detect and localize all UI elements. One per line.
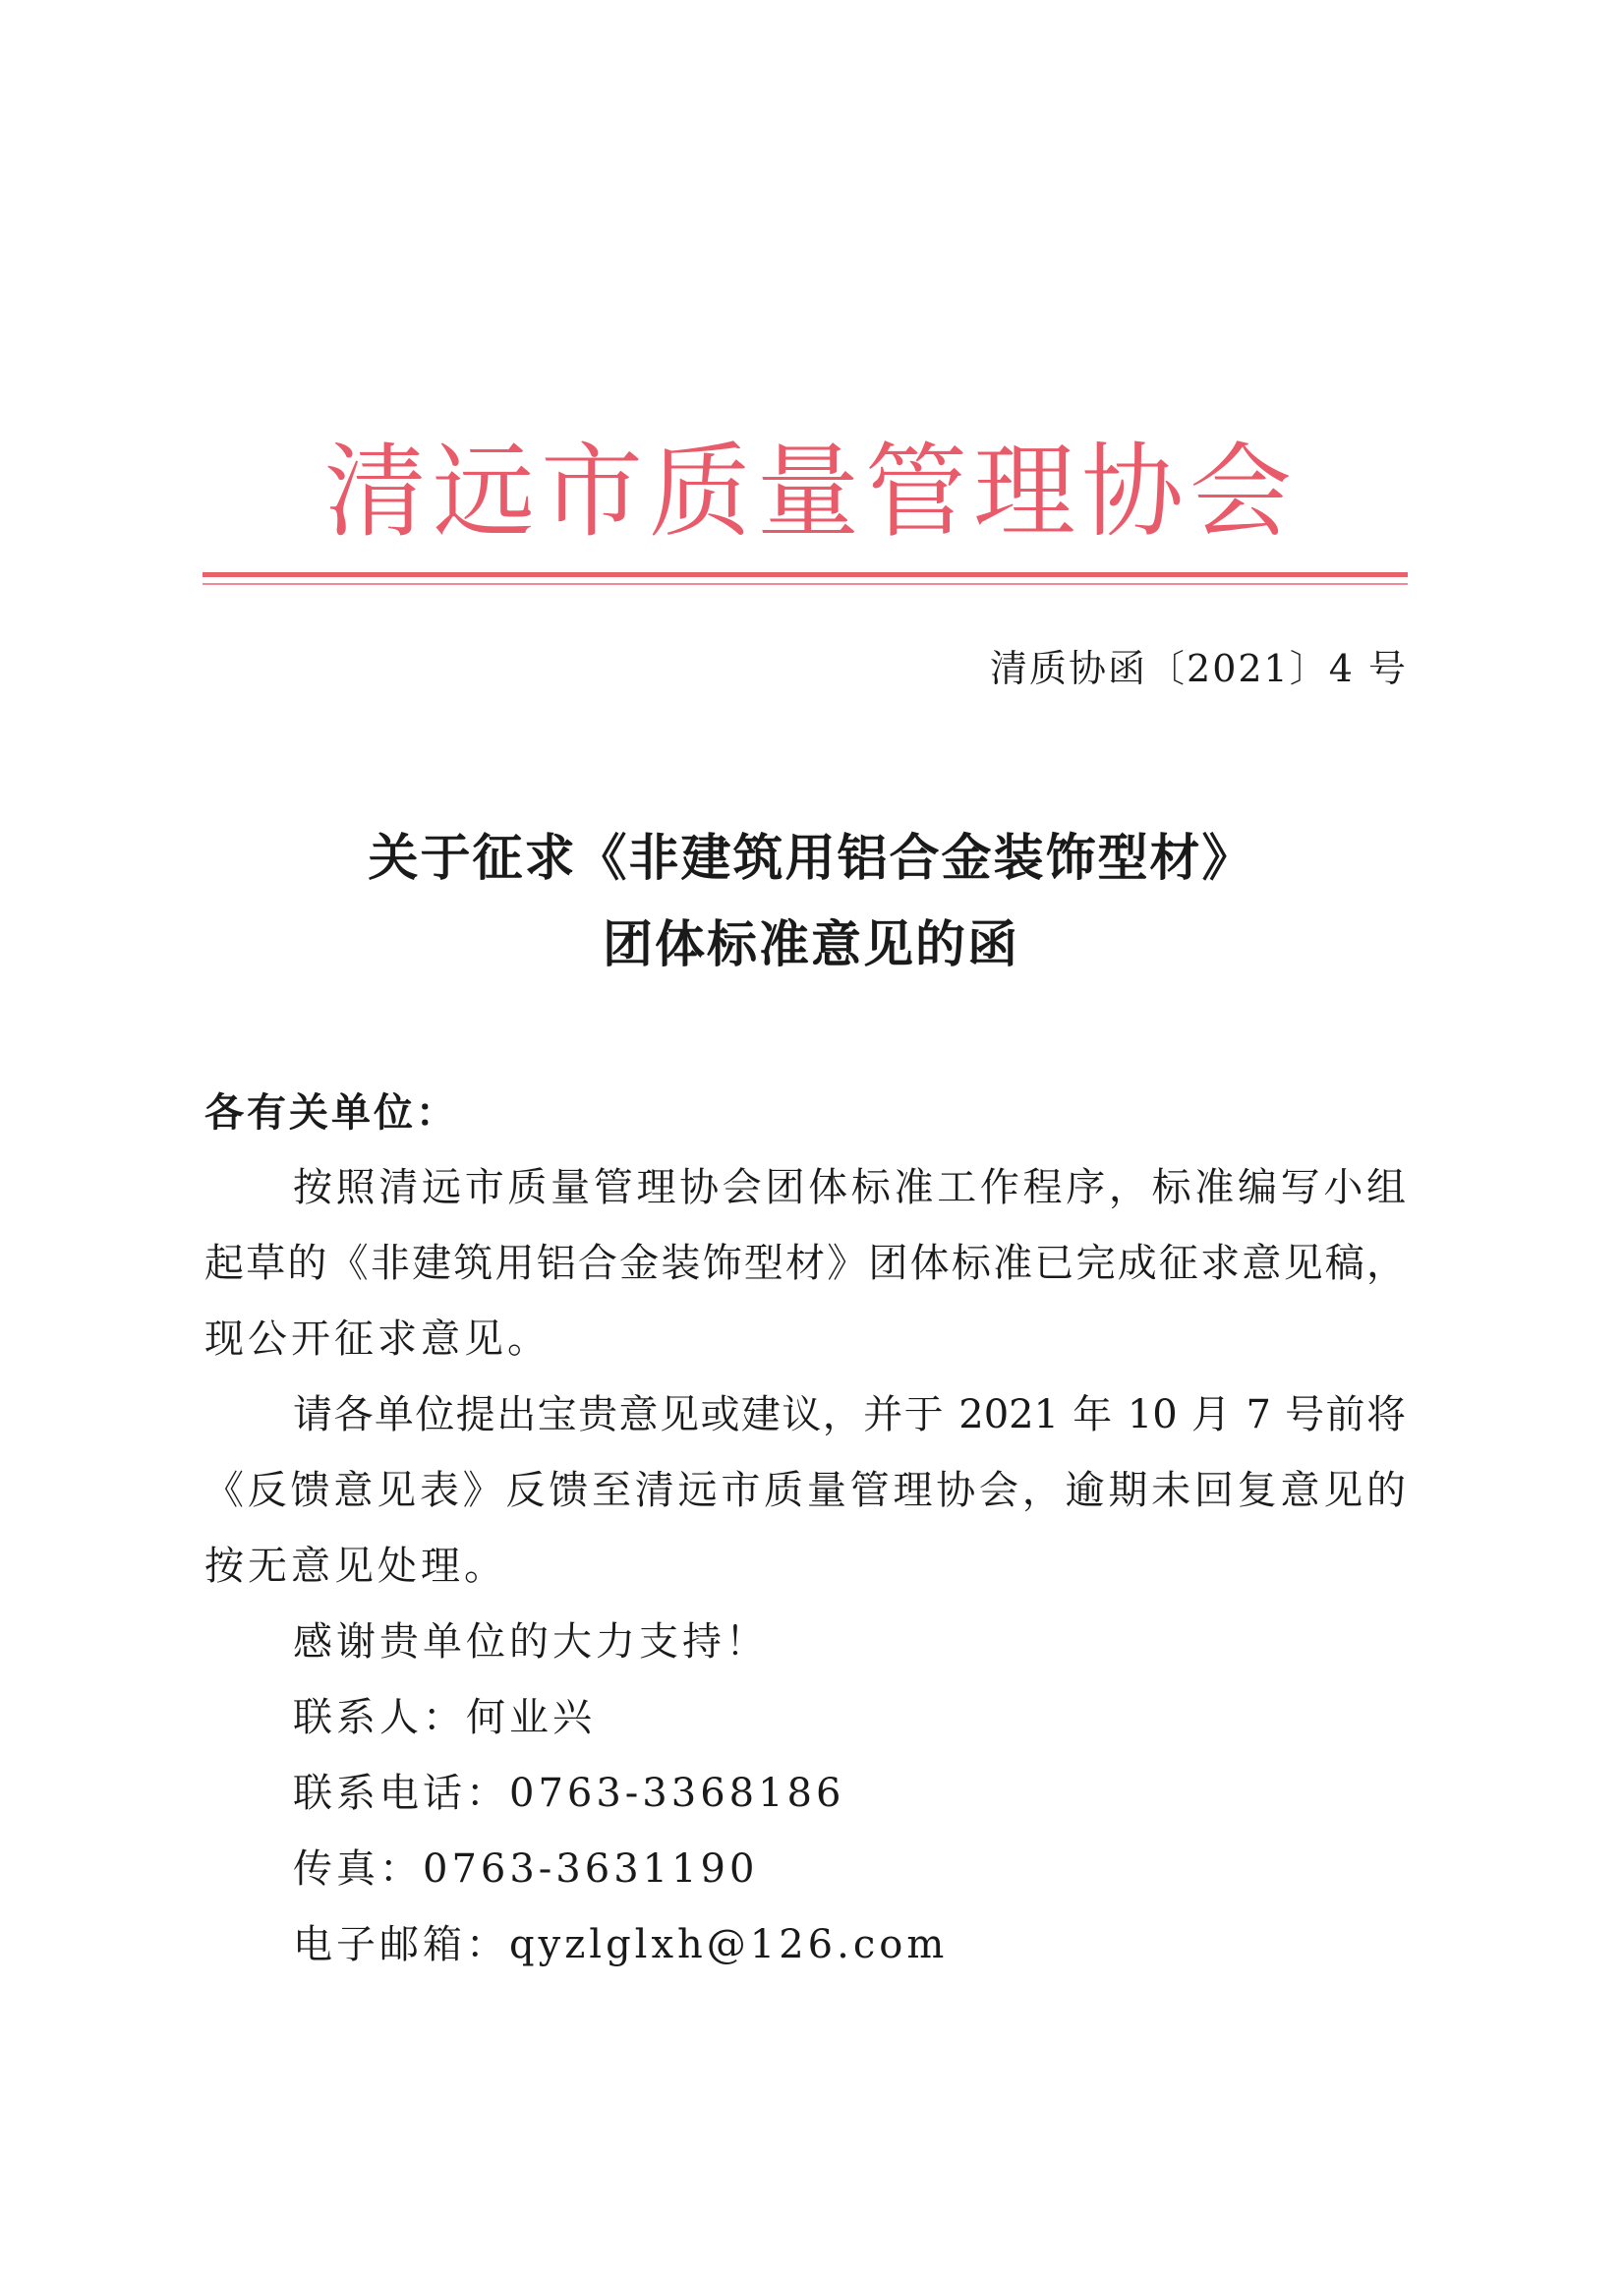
letterhead-org-name: 清远市质量管理协会 <box>323 432 1298 552</box>
document-number: 清质协函〔2021〕4 号 <box>990 647 1408 690</box>
contact-fax: 传真：0763-3631190 <box>293 1846 759 1892</box>
paragraph-1-line-3: 现公开征求意见。 <box>204 1316 551 1362</box>
paragraph-1-line-1: 按照清远市质量管理协会团体标准工作程序，标准编写小组 <box>293 1165 1406 1210</box>
document-title-line-2: 团体标准意见的函 <box>602 916 1019 974</box>
paragraph-2-line-3: 按无意见处理。 <box>204 1544 507 1589</box>
thanks-line: 感谢贵单位的大力支持！ <box>293 1619 769 1665</box>
salutation: 各有关单位： <box>204 1090 458 1136</box>
contact-person: 联系人：何业兴 <box>293 1695 596 1740</box>
contact-phone: 联系电话：0763-3368186 <box>293 1771 845 1816</box>
document-title-line-1: 关于征求《非建筑用铝合金装饰型材》 <box>368 830 1254 888</box>
paragraph-2-line-1: 请各单位提出宝贵意见或建议，并于 2021 年 10 月 7 号前将 <box>293 1392 1406 1437</box>
contact-email: 电子邮箱：qyzlglxh@126.com <box>293 1922 949 1967</box>
paragraph-1-line-2: 起草的《非建筑用铝合金装饰型材》团体标准已完成征求意见稿， <box>204 1241 1406 1286</box>
paragraph-2-line-2: 《反馈意见表》反馈至清远市质量管理协会，逾期未回复意见的 <box>204 1468 1406 1513</box>
letterhead-red-rule <box>203 572 1408 577</box>
letterhead-red-rule-thin <box>203 583 1408 585</box>
